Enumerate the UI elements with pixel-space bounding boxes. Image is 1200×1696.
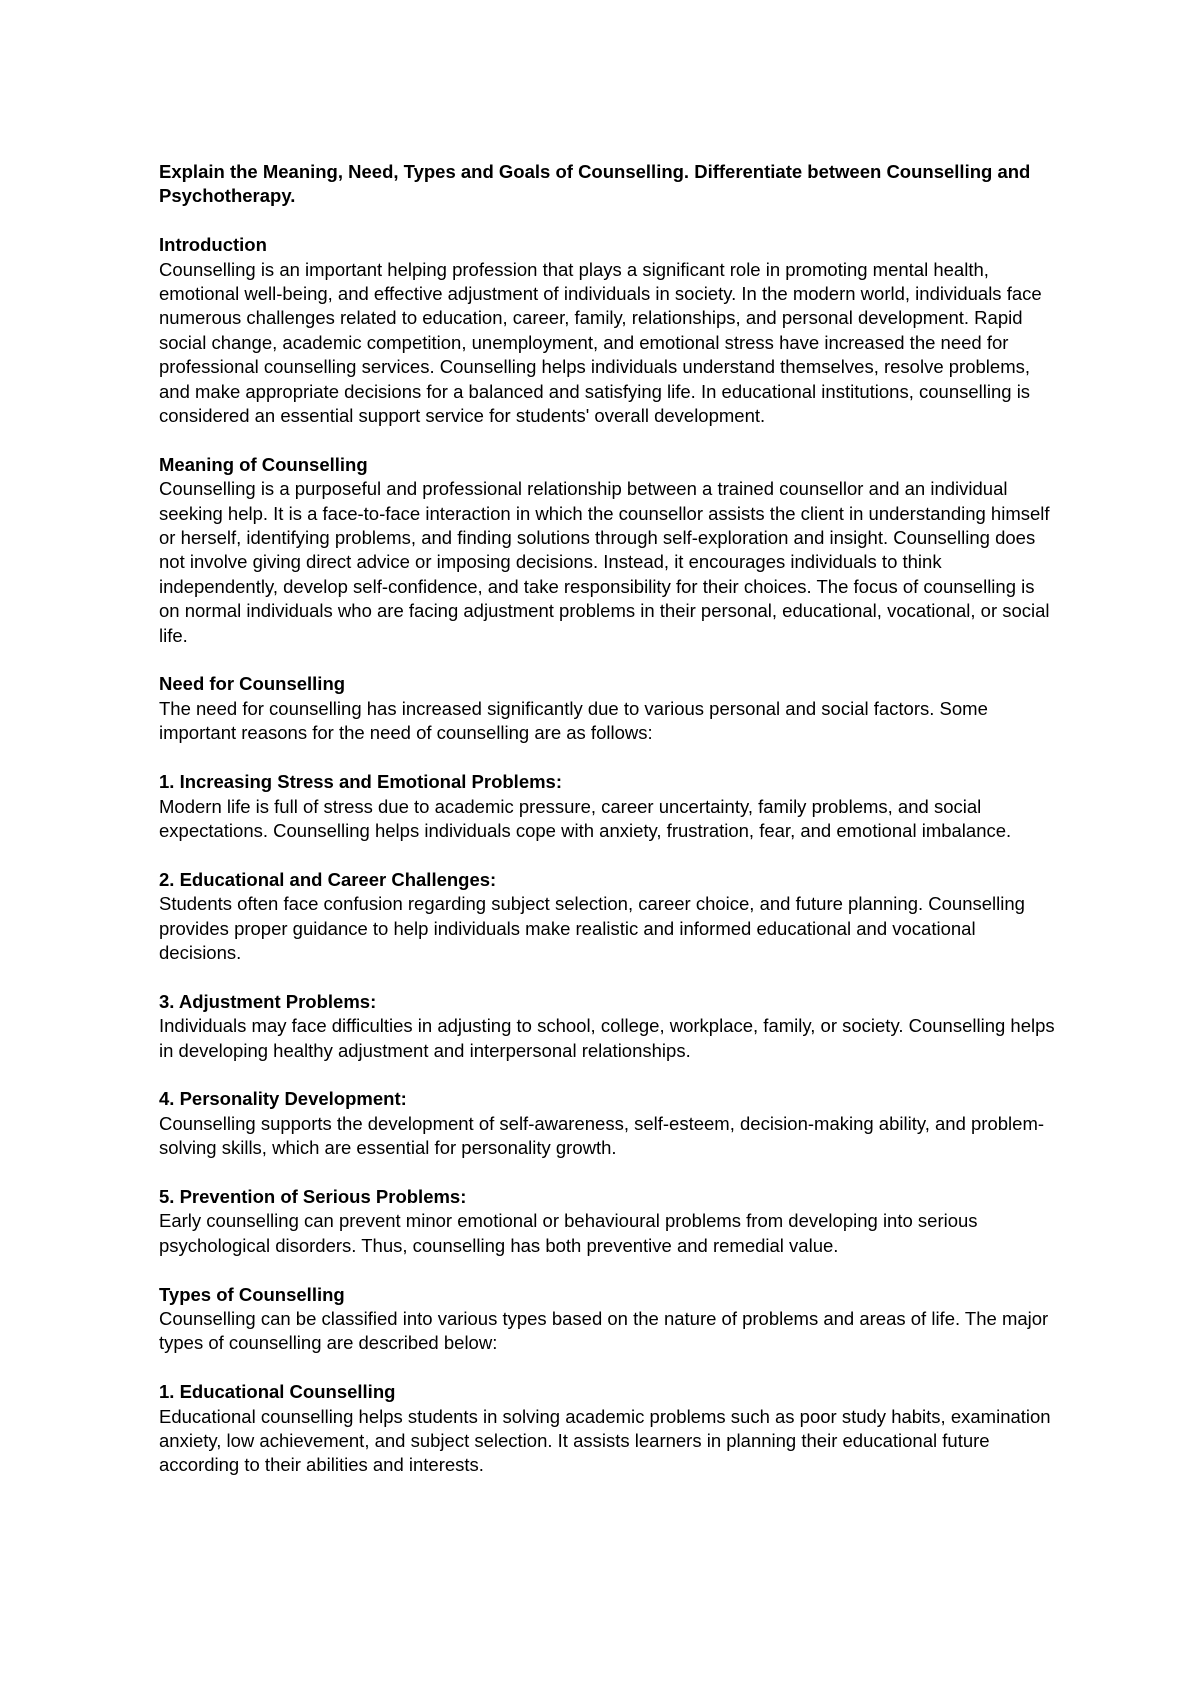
section-heading: Types of Counselling [159, 1283, 345, 1305]
section-heading: Introduction [159, 234, 267, 256]
section-types-item-1 [159, 1380, 1059, 1478]
section-paragraph: Students often face confusion regarding subject selection, career choice, and future planning. Counselling provides proper guidance to help individuals make realistic and informed educational and vocational decisions. [159, 893, 1025, 963]
section-paragraph: Early counselling can prevent minor emotional or behavioural problems from developing into serious psychological disorders. Thus, counselling has both preventive and remedial value. [159, 1210, 978, 1256]
section-need-item-5 [159, 1185, 1059, 1258]
section-types [159, 1283, 1059, 1356]
section-paragraph: Individuals may face difficulties in adjusting to school, college, workplace, family, or society. Counselling helps in developing healthy adjustment and interpersonal relationships. [159, 1015, 1055, 1061]
section-heading: 4. Personality Development: [159, 1088, 407, 1110]
section-need-item-4 [159, 1087, 1059, 1160]
section-heading: 3. Adjustment Problems: [159, 990, 377, 1012]
section-paragraph: The need for counselling has increased significantly due to various personal and social factors. Some important reasons for the need of counselling are as follows: [159, 697, 988, 744]
document-title: Explain the Meaning, Need, Types and Goals of Counselling. Differentiate between Counselling and Psychotherapy. [159, 161, 1031, 207]
section-meaning [159, 453, 1059, 648]
section-paragraph: Modern life is full of stress due to academic pressure, career uncertainty, family problems, and social expectations. Counselling helps individuals cope with anxiety, frustration, fear, and emotional imbalance. [159, 795, 1012, 841]
section-heading: 1. Educational Counselling [159, 1381, 396, 1403]
section-heading: 2. Educational and Career Challenges: [159, 868, 497, 890]
section-need-item-1 [159, 770, 1059, 843]
section-heading: Meaning of Counselling [159, 453, 368, 475]
section-paragraph: Counselling is a purposeful and professional relationship between a trained counsellor and an individual seeking help. It is a face-to-face interaction in which the counsellor assists the client in understanding himself or herself, identifying problems, and finding solutions through self-exploration and insight. Counselling does not involve giving direct advice or imposing decisions. Instead, it encourages individuals to think independently, develop self-confidence, and take responsibility for their choices. The focus of counselling is on normal individuals who are facing adjustment problems in their personal, educational, vocational, or social life. [159, 478, 1050, 646]
section-heading: 5. Prevention of Serious Problems: [159, 1185, 467, 1207]
section-paragraph: Counselling supports the development of self-awareness, self-esteem, decision-making ability, and problem-solving skills, which are essential for personality growth. [159, 1112, 1045, 1159]
section-need-item-3 [159, 990, 1059, 1063]
section-paragraph: Counselling can be classified into various types based on the nature of problems and areas of life. The major types of counselling are described below: [159, 1307, 1049, 1354]
section-need-item-2 [159, 868, 1059, 966]
section-introduction [159, 233, 1059, 428]
section-need [159, 672, 1059, 745]
section-heading: 1. Increasing Stress and Emotional Problems: [159, 771, 563, 793]
document-page [159, 160, 1059, 1502]
section-paragraph: Counselling is an important helping profession that plays a significant role in promoting mental health, emotional well-being, and effective adjustment of individuals in society. In the modern world, individuals face numerous challenges related to education, career, family, relationships, and personal development. Rapid social change, academic competition, unemployment, and emotional stress have increased the need for professional counselling services. Counselling helps individuals understand themselves, resolve problems, and make appropriate decisions for a balanced and satisfying life. In educational institutions, counselling is considered an essential support service for students' overall development. [159, 258, 1042, 427]
section-paragraph: Educational counselling helps students in solving academic problems such as poor study habits, examination anxiety, low achievement, and subject selection. It assists learners in planning their educational future according to their abilities and interests. [159, 1405, 1051, 1476]
section-heading: Need for Counselling [159, 673, 346, 695]
